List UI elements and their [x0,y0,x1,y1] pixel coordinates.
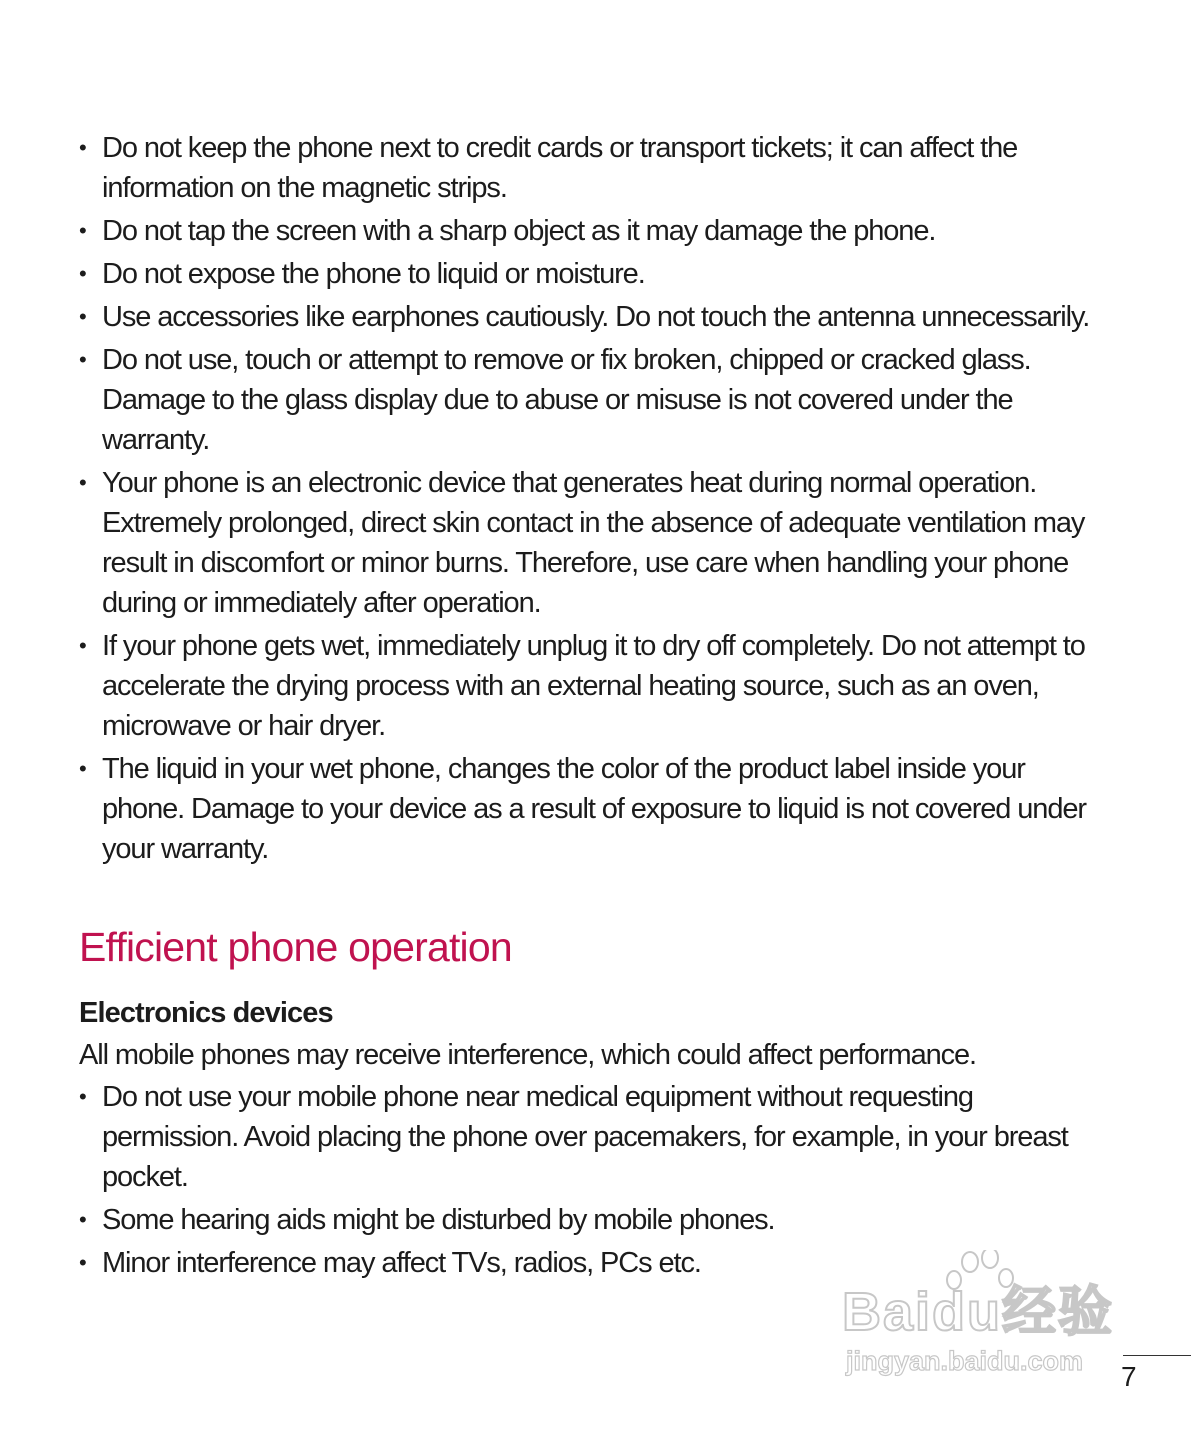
watermark-url: jingyan.baidu.com [846,1346,1084,1376]
page-number: 7 [1121,1361,1137,1392]
subheading: Electronics devices [79,997,333,1029]
section-title: Efficient phone operation [79,924,512,970]
page-divider [1123,1355,1191,1356]
list-item: • If your phone gets wet, immediately unplug it to dry off completely. Do not attempt to accelerate the drying process with an external heating source, such as an oven, microwave or hair dryer. [79,626,1109,746]
list-item: • Do not keep the phone next to credit cards or transport tickets; it can affect the information on the magnetic strips. [79,128,1109,208]
list-item: • Do not expose the phone to liquid or moisture. [79,254,1109,294]
baidu-watermark-logo [842,1250,1122,1380]
list-item: • The liquid in your wet phone, changes the color of the product label inside your phone. Damage to your device as a result of exposure to liquid is not covered under your warranty. [79,749,1109,869]
watermark-brand: Baidu经验 [842,1282,1115,1342]
list-item: • Do not use your mobile phone near medical equipment without requesting permission. Avoid placing the phone over pacemakers, for example, in your breast pocket. [79,1077,1109,1197]
list-item: • Some hearing aids might be disturbed by mobile phones. [79,1200,1109,1240]
page-content [79,128,1109,1286]
paw-toe-icon [962,1252,978,1272]
list-item: • Do not use, touch or attempt to remove or fix broken, chipped or cracked glass. Damage to the glass display due to abuse or misuse is not covered under the warranty. [79,340,1109,460]
paw-toe-icon [982,1250,998,1268]
list-item: • Use accessories like earphones cautiously. Do not touch the antenna unnecessarily. [79,297,1109,337]
list-item: • Minor interference may affect TVs, radios, PCs etc. [79,1243,1109,1283]
intro-paragraph: All mobile phones may receive interference, which could affect performance. [79,1039,977,1071]
safety-bullet-list [79,128,1109,869]
list-item: • Your phone is an electronic device that generates heat during normal operation. Extremely prolonged, direct skin contact in the absence of adequate ventilation may result in discomfort or minor burns. Therefore, use care when handling your phone during or immediately after operation. [79,463,1109,623]
list-item: • Do not tap the screen with a sharp object as it may damage the phone. [79,211,1109,251]
